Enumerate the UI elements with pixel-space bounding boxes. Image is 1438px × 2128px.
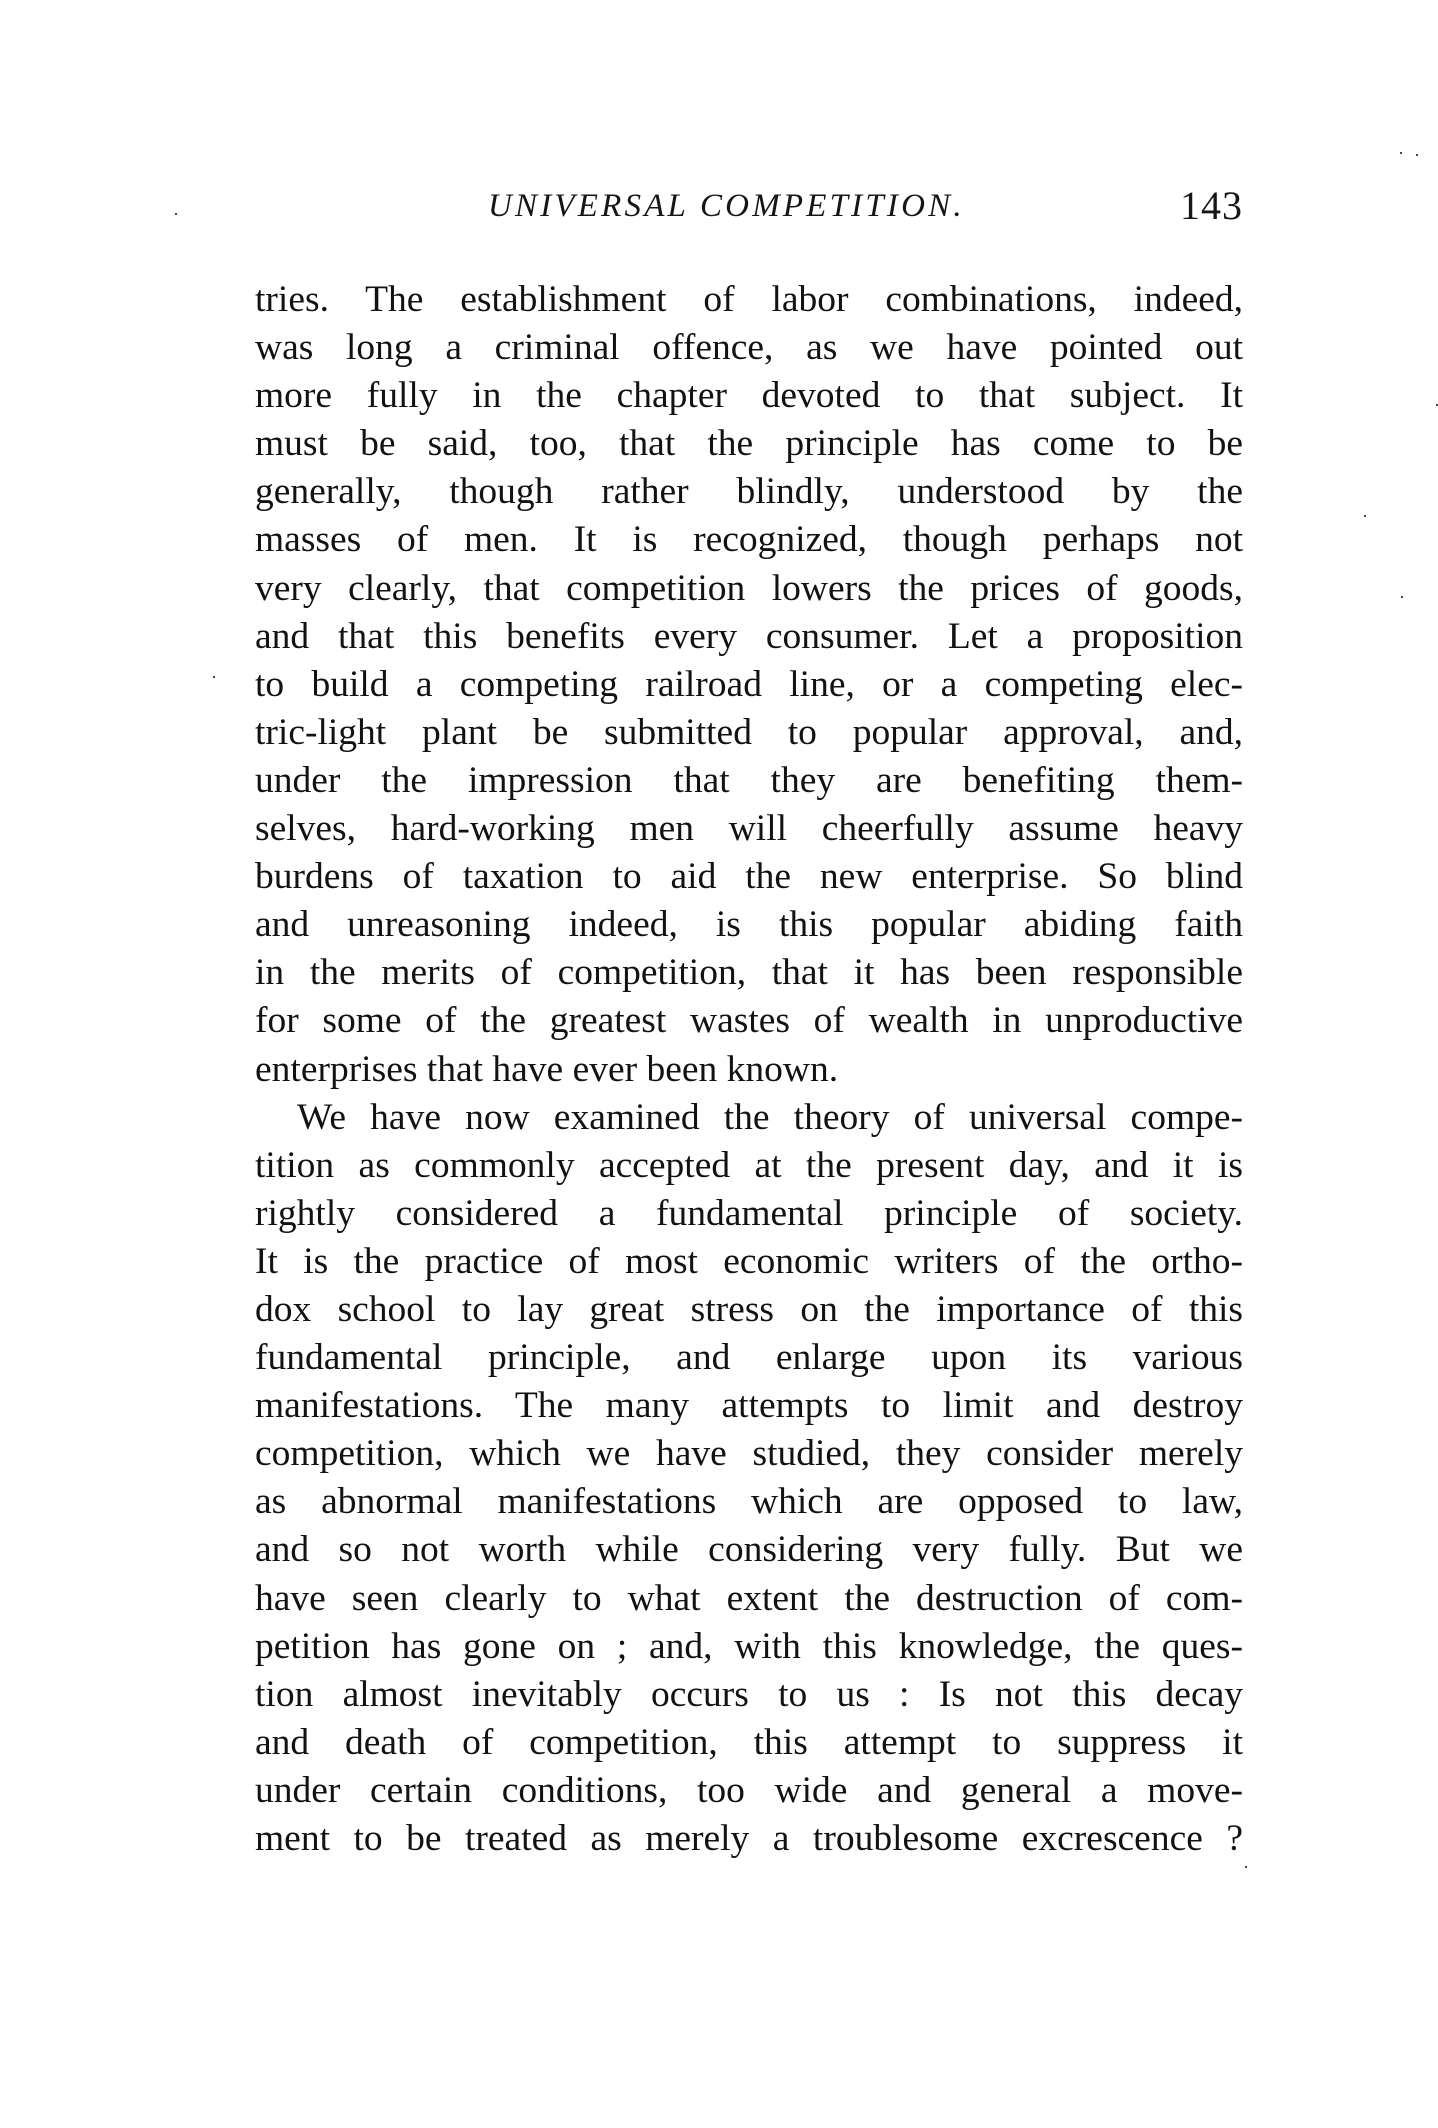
- page-number: 143: [1180, 183, 1243, 228]
- text-line: fundamental principle, and enlarge upon its various: [255, 1337, 1243, 1379]
- text-line: have seen clearly to what extent the destruction of com-: [255, 1577, 1243, 1619]
- running-title: UNIVERSAL COMPETITION.: [488, 188, 965, 224]
- scan-speck: [213, 676, 215, 678]
- paragraph-1: [255, 276, 1243, 1094]
- text-line: competition, which we have studied, they consider merely: [255, 1433, 1243, 1475]
- scan-speck: [1245, 1866, 1247, 1868]
- text-line: dox school to lay great stress on the importance of this: [255, 1288, 1243, 1330]
- scan-speck: [1416, 154, 1418, 156]
- text-line: was long a criminal offence, as we have pointed out: [255, 327, 1243, 369]
- text-line: tion almost inevitably occurs to us : Is not this decay: [255, 1673, 1243, 1715]
- text-line: more fully in the chapter devoted to that subject. It: [255, 375, 1243, 417]
- text-line: burdens of taxation to aid the new enterprise. So blind: [255, 856, 1243, 898]
- text-line: manifestations. The many attempts to limit and destroy: [255, 1385, 1243, 1427]
- text-line: selves, hard-working men will cheerfully assume heavy: [255, 808, 1243, 850]
- paragraph-2: [255, 1094, 1243, 1864]
- text-line: tition as commonly accepted at the present day, and it is: [255, 1144, 1243, 1186]
- text-line: petition has gone on ; and, with this knowledge, the ques-: [255, 1625, 1243, 1667]
- text-line: masses of men. It is recognized, though perhaps not: [255, 519, 1243, 561]
- text-line: for some of the greatest wastes of wealth in unproductive: [255, 1000, 1243, 1042]
- running-head: [255, 183, 1243, 230]
- scan-speck: [1364, 515, 1366, 517]
- text-line: and unreasoning indeed, is this popular abiding faith: [255, 904, 1243, 946]
- text-line: rightly considered a fundamental principle of society.: [255, 1192, 1243, 1234]
- body-text: [255, 276, 1243, 1863]
- text-line: We have now examined the theory of universal compe-: [297, 1096, 1243, 1138]
- scan-speck: [175, 213, 177, 215]
- text-line: It is the practice of most economic writers of the ortho-: [255, 1240, 1243, 1282]
- text-line: very clearly, that competition lowers the prices of goods,: [255, 567, 1243, 609]
- scan-speck: [1400, 152, 1402, 154]
- text-line: tric-light plant be submitted to popular approval, and,: [255, 711, 1243, 753]
- text-line: under certain conditions, too wide and general a move-: [255, 1769, 1243, 1811]
- text-line: under the impression that they are benefiting them-: [255, 759, 1243, 801]
- text-line: as abnormal manifestations which are opposed to law,: [255, 1481, 1243, 1523]
- text-line: in the merits of competition, that it has been responsible: [255, 952, 1243, 994]
- text-line: must be said, too, that the principle has come to be: [255, 423, 1243, 465]
- text-line: enterprises that have ever been known.: [255, 1048, 839, 1090]
- scan-speck: [1401, 596, 1403, 598]
- text-line: and death of competition, this attempt to suppress it: [255, 1721, 1243, 1763]
- text-line: generally, though rather blindly, understood by the: [255, 471, 1243, 513]
- text-line: ment to be treated as merely a troublesome excrescence ?: [255, 1818, 1243, 1859]
- text-line: tries. The establishment of labor combinations, indeed,: [255, 279, 1243, 320]
- text-line: and that this benefits every consumer. Let a proposition: [255, 615, 1243, 657]
- text-line: to build a competing railroad line, or a competing elec-: [255, 663, 1243, 705]
- text-line: and so not worth while considering very fully. But we: [255, 1529, 1243, 1571]
